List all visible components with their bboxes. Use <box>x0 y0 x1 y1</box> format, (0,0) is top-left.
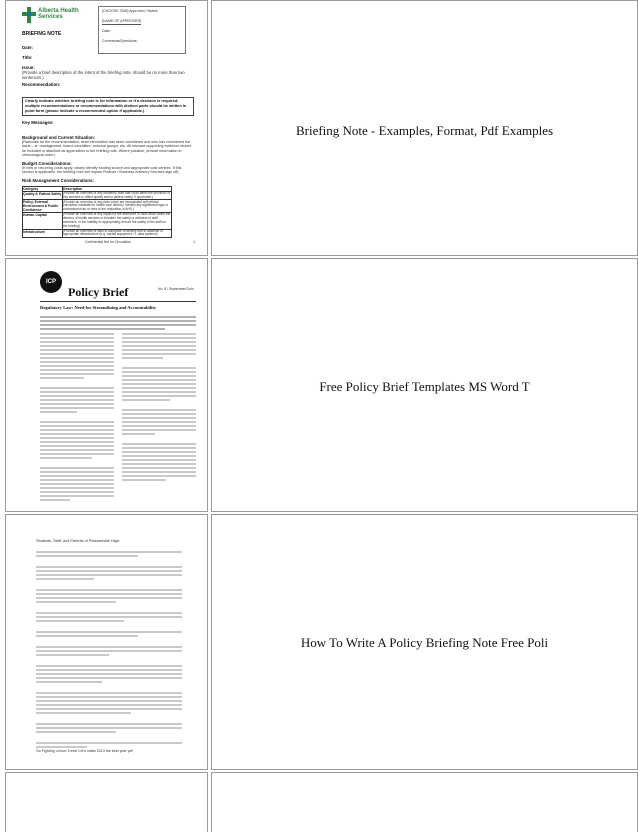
field-date: Date: <box>22 45 33 50</box>
table-row <box>23 200 172 213</box>
issue-number: No. 8 / September/Octo <box>158 287 194 291</box>
doc-title: Policy Brief <box>68 285 129 299</box>
field-title: Title: <box>22 55 33 60</box>
logo <box>22 7 82 27</box>
approval-date-label: Date: <box>102 29 111 33</box>
doc-title: BRIEFING NOTE <box>22 31 62 37</box>
budget-text: (If new or recurring costs apply, clearly identify funding source and appropriate cost centres. If this section is applicable, the briefing note will require Finance / Business Advisory Services sign off) <box>22 165 182 175</box>
approval-box <box>98 6 186 54</box>
table-cell: Policy, External Environment & Public Confidence <box>23 200 63 213</box>
table-header: Description <box>63 186 172 191</box>
caption-cell[interactable] <box>211 258 638 512</box>
recommendation-box-text: Clearly indicate whether briefing note is for information or if a decision is required; multiple recommendations or recommendations with distinct parts should be written in point form (please indicate a recommended option if applicable.) <box>25 98 187 113</box>
logo-text-1: Alberta Health <box>38 8 79 14</box>
logo-text-2: Services <box>38 14 63 20</box>
thumbnail-policy-briefing-note[interactable] <box>5 514 208 770</box>
risk-label: Risk Management Considerations: <box>22 177 94 183</box>
background-text: (Rationale for the recommendation, what information has been considered and who has considered the issue – ie. management, board committee, external groups, etc. All relevant supporting evidence should be included or attached as appendices to the briefing note. Where possible, provide information in chronological order.) <box>22 139 192 158</box>
table-row <box>23 191 172 200</box>
recommendation-box <box>22 97 194 115</box>
body-column-left <box>40 331 114 503</box>
greeting: Students, Staff, and Parents of Pleasantville High: <box>36 539 120 543</box>
table-cell: (Provide an overview of risks to disruption of service due to absence of appropriate infrastructure (e.g. capital equipment, IT, data systems) <box>63 229 172 238</box>
next-row-caption-cell[interactable] <box>211 772 638 832</box>
header-rule <box>40 301 196 302</box>
approval-header: [CHOOSE ONE] Approved / Noted: <box>102 9 159 13</box>
table-header: Category <box>23 186 63 191</box>
table-cell: Quality & Patient Safety <box>23 191 63 200</box>
table-cell: (Provide an overview of any risks which are inconsistent with ethical principles/ mandate for health care delivery. Identify any significant legal or contractual risks or risks to the reputation of AHS.) <box>63 200 172 213</box>
caption-cell[interactable] <box>211 0 638 256</box>
letter-body <box>36 549 182 750</box>
caption-cell[interactable] <box>211 514 638 770</box>
issue-label: Issue: <box>22 65 35 70</box>
thumbnail-briefing-note[interactable] <box>5 0 208 256</box>
subtitle: Regulatory Law: Need for Streamlining and Accountability <box>40 305 157 310</box>
key-messages-label: Key Messages: <box>22 119 54 125</box>
approval-name: [NAME OF APPROVER] <box>102 19 141 25</box>
closing: Go Fighting Lemon Trees! Let's make 2013 the best year yet! <box>36 749 134 753</box>
result-caption[interactable]: How To Write A Policy Briefing Note Free Poli <box>300 635 549 650</box>
comments-label: Comments/Questions: <box>102 39 138 43</box>
table-cell: (Provide an overview of any impact to the workforce or risks which affect the delivery of health services or threaten the safety or wellness of staff members, or the inability to appropriately ensure the safety of the staff on the briefing) <box>63 212 171 228</box>
doc-footer: Confidential Not for Circulation <box>85 240 131 245</box>
background-label: Background and Current Situation: <box>22 134 96 140</box>
table-row <box>23 213 172 229</box>
issue-text: (Provide a brief description of the intent of the briefing note, should be no more than two sentences.) <box>22 70 185 81</box>
table-cell: Human Capital <box>23 213 63 229</box>
table-cell: Infrastructure <box>23 229 63 238</box>
cross-logo-icon <box>22 7 36 23</box>
table-cell: (Provide an overview of any incidents/ risks that could affect the provision of key services or affect quality and/or patient safety, if applicable.) <box>63 190 170 199</box>
body-column-right <box>122 331 196 483</box>
recommendation-label: Recommendation: <box>22 82 61 88</box>
table-row <box>23 229 172 238</box>
next-row-thumbnail[interactable] <box>5 772 208 832</box>
result-caption[interactable]: Briefing Note - Examples, Format, Pdf Examples <box>295 123 554 138</box>
page-number: 1 <box>193 239 195 244</box>
result-caption[interactable]: Free Policy Brief Templates MS Word T <box>319 379 530 394</box>
budget-label: Budget Considerations: <box>22 160 72 166</box>
icp-logo-icon: ICP <box>40 271 62 293</box>
risk-table <box>22 186 172 238</box>
thumbnail-policy-brief[interactable] <box>5 258 208 512</box>
abstract-lines <box>40 314 196 332</box>
